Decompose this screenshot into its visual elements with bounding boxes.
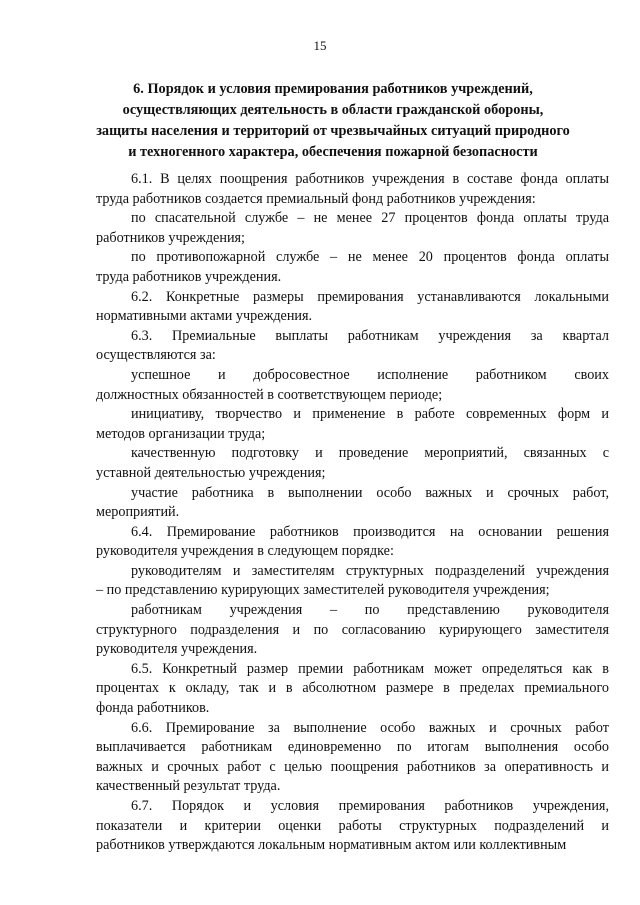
- body-line: труда работников создается премиальный фонд работников учреждения:: [96, 190, 536, 207]
- body-line: 6.1. В целях поощрения работников учреждения в составе фонда оплаты: [131, 171, 609, 187]
- body-line: нормативными актами учреждения.: [96, 308, 313, 325]
- heading-line: и техногенного характера, обеспечения пожарной безопасности: [128, 144, 538, 160]
- body-line: 6.6. Премирование за выполнение особо важных и срочных работ: [131, 719, 609, 736]
- body-line: по противопожарной службе – не менее 20 процентов фонда оплаты: [131, 249, 609, 266]
- body-line: труда работников учреждения.: [96, 268, 282, 285]
- body-line: по спасательной службе – не менее 27 процентов фонда оплаты труда: [131, 210, 609, 227]
- body-line: 6.4. Премирование работников производится на основании решения: [131, 523, 609, 540]
- body-line: 6.7. Порядок и условия премирования работников учреждения,: [131, 798, 609, 814]
- body-line: работников учреждения;: [96, 229, 246, 246]
- heading-line: защиты населения и территорий от чрезвычайных ситуаций природного: [96, 123, 570, 139]
- body-line: уставной деятельностью учреждения;: [96, 464, 326, 481]
- body-line: показатели и критерии оценки работы структурных подразделений и: [96, 817, 609, 834]
- body-line: фонда работников.: [96, 700, 210, 717]
- body-line: мероприятий.: [96, 504, 180, 521]
- body-line: 6.3. Премиальные выплаты работникам учреждения за квартал: [131, 327, 609, 344]
- body-line: осуществляются за:: [96, 347, 216, 364]
- body-line: инициативу, творчество и применение в работе современных форм и: [131, 406, 609, 423]
- heading-line: 6. Порядок и условия премирования работников учреждений,: [133, 81, 533, 97]
- body-line: руководителям и заместителям структурных подразделений учреждения: [131, 562, 609, 579]
- section-heading: [75, 79, 591, 163]
- body-line: важных и срочных работ с целью поощрения работников за оперативность и: [96, 758, 609, 775]
- body-line: качественную подготовку и проведение мероприятий, связанных с: [131, 445, 609, 462]
- body-line: работников утверждаются локальным нормативным актом или коллективным: [96, 837, 567, 854]
- body-line: должностных обязанностей в соответствующем периоде;: [96, 386, 443, 403]
- body-line: руководителя учреждения.: [96, 641, 258, 658]
- body-line: 6.2. Конкретные размеры премирования устанавливаются локальными: [131, 288, 609, 305]
- body-line: участие работника в выполнении особо важных и срочных работ,: [131, 484, 609, 501]
- body-line: методов организации труда;: [96, 425, 266, 442]
- heading-line: осуществляющих деятельность в области гражданской обороны,: [122, 102, 544, 118]
- body-line: успешное и добросовестное исполнение работником своих: [131, 366, 609, 383]
- body-line: качественный результат труда.: [96, 778, 281, 795]
- body-line: выплачивается работникам единовременно по итогам выполнения особо: [96, 739, 609, 756]
- body-line: работникам учреждения – по представлению руководителя: [131, 602, 609, 619]
- page-number: 15: [313, 38, 327, 53]
- body-line: процентах к окладу, так и в абсолютном размере в пределах премиального: [96, 680, 609, 697]
- body-line: структурного подразделения и по согласованию курирующего заместителя: [96, 621, 609, 638]
- body-line: – по представлению курирующих заместителей руководителя учреждения;: [96, 582, 550, 599]
- body-line: руководителя учреждения в следующем порядке:: [96, 543, 394, 560]
- body-line: 6.5. Конкретный размер премии работникам может определяться как в: [131, 660, 609, 677]
- body-text: [96, 170, 609, 856]
